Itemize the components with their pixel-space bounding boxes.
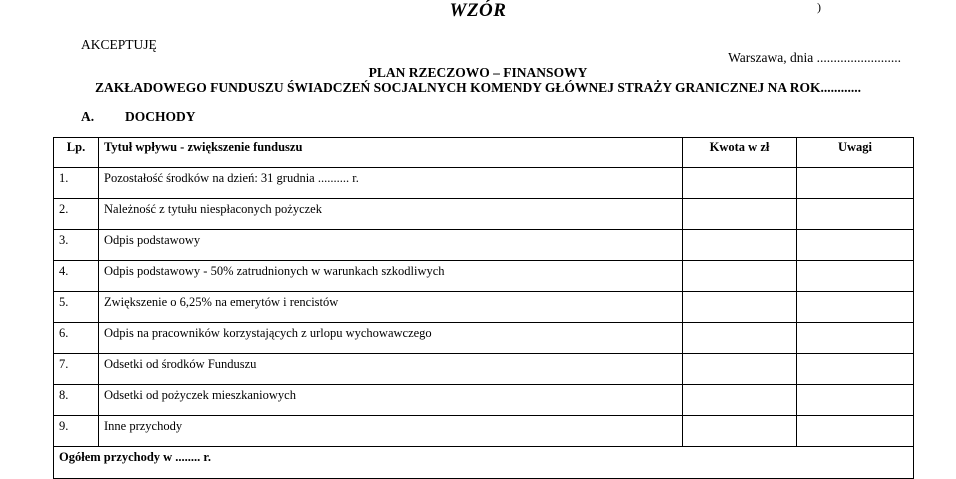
row-amount [683, 292, 797, 323]
table-row [54, 199, 914, 230]
table-row [54, 292, 914, 323]
row-title: Odpis podstawowy - 50% zatrudnionych w warunkach szkodliwych [99, 261, 683, 292]
row-notes [797, 385, 914, 416]
row-amount [683, 199, 797, 230]
plan-title-line-2: ZAKŁADOWEGO FUNDUSZU ŚWIADCZEŃ SOCJALNYCH KOMENDY GŁÓWNEJ STRAŻY GRANICZNEJ NA ROK............ [95, 80, 861, 95]
plan-title [0, 65, 956, 95]
row-notes [797, 416, 914, 447]
row-title: Zwiększenie o 6,25% na emerytów i rencistów [99, 292, 683, 323]
section-heading [81, 109, 196, 125]
total-row [54, 447, 914, 479]
table-row [54, 323, 914, 354]
row-amount [683, 230, 797, 261]
row-notes [797, 199, 914, 230]
table-row [54, 168, 914, 199]
table-row [54, 261, 914, 292]
table-header-row [54, 138, 914, 168]
row-lp: 6. [54, 323, 99, 354]
header-lp: Lp. [54, 138, 99, 168]
header-title: Tytuł wpływu - zwiększenie funduszu [99, 138, 683, 168]
row-amount [683, 323, 797, 354]
section-letter: A. [81, 109, 95, 124]
table-row [54, 416, 914, 447]
row-amount [683, 354, 797, 385]
row-title: Należność z tytułu niespłaconych pożyczek [99, 199, 683, 230]
row-notes [797, 354, 914, 385]
row-title: Pozostałość środków na dzień: 31 grudnia .......... r. [99, 168, 683, 199]
accept-label: AKCEPTUJĘ [81, 37, 157, 52]
row-amount [683, 261, 797, 292]
row-lp: 7. [54, 354, 99, 385]
row-notes [797, 323, 914, 354]
edge-mark: ) [817, 0, 821, 14]
row-lp: 2. [54, 199, 99, 230]
city-date-line: Warszawa, dnia ......................... [728, 50, 901, 65]
row-lp: 8. [54, 385, 99, 416]
row-notes [797, 168, 914, 199]
row-title: Odpis na pracowników korzystających z urlopu wychowawczego [99, 323, 683, 354]
row-title: Odpis podstawowy [99, 230, 683, 261]
row-notes [797, 261, 914, 292]
section-name: DOCHODY [125, 109, 196, 124]
table-row [54, 385, 914, 416]
document-title: WZÓR [449, 0, 507, 21]
row-lp: 5. [54, 292, 99, 323]
plan-title-line-1: PLAN RZECZOWO – FINANSOWY [368, 65, 588, 80]
row-title: Odsetki od pożyczek mieszkaniowych [99, 385, 683, 416]
row-amount [683, 416, 797, 447]
row-notes [797, 230, 914, 261]
row-amount [683, 168, 797, 199]
income-table [53, 137, 914, 479]
table-row [54, 354, 914, 385]
header-amount: Kwota w zł [683, 138, 797, 168]
row-title: Odsetki od środków Funduszu [99, 354, 683, 385]
row-amount [683, 385, 797, 416]
row-lp: 9. [54, 416, 99, 447]
header-notes: Uwagi [797, 138, 914, 168]
table-row [54, 230, 914, 261]
row-lp: 4. [54, 261, 99, 292]
row-notes [797, 292, 914, 323]
row-title: Inne przychody [99, 416, 683, 447]
total-label: Ogółem przychody w ........ r. [54, 447, 914, 479]
row-lp: 1. [54, 168, 99, 199]
row-lp: 3. [54, 230, 99, 261]
